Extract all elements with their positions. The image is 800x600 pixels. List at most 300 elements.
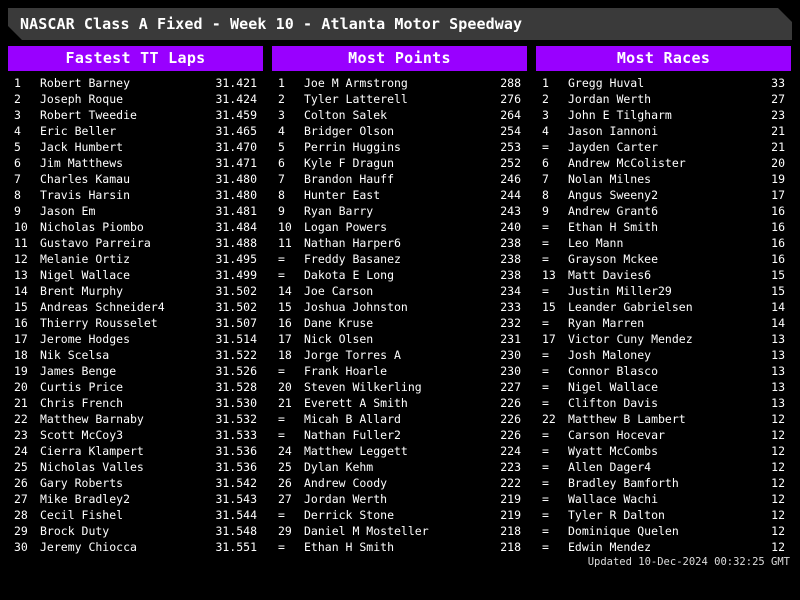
row-value: 12 <box>771 492 785 506</box>
list-item <box>8 363 263 379</box>
row-position: = <box>542 508 549 522</box>
list-most-points <box>272 71 527 555</box>
list-item <box>272 187 527 203</box>
list-item <box>272 75 527 91</box>
row-position: = <box>542 140 549 154</box>
row-value: 226 <box>500 412 521 426</box>
row-value: 31.488 <box>215 236 257 250</box>
row-position: = <box>542 428 549 442</box>
row-name: Micah B Allard <box>304 412 401 426</box>
panel-title-fastest-tt-laps: Fastest TT Laps <box>8 46 263 71</box>
row-name: Allen Dager4 <box>568 460 652 474</box>
row-position: 29 <box>278 524 292 538</box>
row-value: 13 <box>771 396 785 410</box>
list-item <box>272 459 527 475</box>
list-item <box>272 443 527 459</box>
row-position: 4 <box>542 124 549 138</box>
row-value: 31.532 <box>215 412 257 426</box>
row-name: Jordan Werth <box>304 492 388 506</box>
list-item <box>8 379 263 395</box>
row-value: 244 <box>500 188 521 202</box>
row-value: 15 <box>771 284 785 298</box>
row-position: 26 <box>14 476 28 490</box>
row-position: = <box>542 364 549 378</box>
row-name: Edwin Mendez <box>568 540 652 554</box>
list-item <box>272 251 527 267</box>
row-name: Steven Wilkerling <box>304 380 422 394</box>
row-name: Travis Harsin <box>40 188 131 202</box>
list-item <box>536 219 791 235</box>
list-item <box>272 475 527 491</box>
list-item <box>8 427 263 443</box>
list-item <box>8 539 263 555</box>
list-item <box>272 379 527 395</box>
row-value: 31.421 <box>215 76 257 90</box>
row-position: = <box>278 428 285 442</box>
row-position: = <box>542 220 549 234</box>
row-name: Cierra Klampert <box>40 444 144 458</box>
row-name: Joe M Armstrong <box>304 76 408 90</box>
row-name: Carson Hocevar <box>568 428 665 442</box>
list-item <box>272 507 527 523</box>
row-name: Andrew Coody <box>304 476 388 490</box>
row-position: = <box>278 268 285 282</box>
row-name: Jason Em <box>40 204 96 218</box>
row-name: John E Tilgharm <box>568 108 672 122</box>
row-position: = <box>542 492 549 506</box>
row-name: Brock Duty <box>40 524 110 538</box>
row-value: 15 <box>771 268 785 282</box>
list-item <box>536 123 791 139</box>
list-item <box>536 427 791 443</box>
row-position: 4 <box>278 124 285 138</box>
list-item <box>8 187 263 203</box>
list-item <box>8 91 263 107</box>
list-item <box>536 107 791 123</box>
list-item <box>536 523 791 539</box>
list-item <box>8 155 263 171</box>
row-position: = <box>542 460 549 474</box>
row-value: 240 <box>500 220 521 234</box>
row-value: 222 <box>500 476 521 490</box>
row-position: = <box>542 380 549 394</box>
list-item <box>8 491 263 507</box>
list-item <box>536 347 791 363</box>
list-item <box>272 267 527 283</box>
row-value: 16 <box>771 252 785 266</box>
row-value: 31.484 <box>215 220 257 234</box>
row-name: Chris French <box>40 396 124 410</box>
list-item <box>272 171 527 187</box>
list-item <box>272 155 527 171</box>
row-name: Curtis Price <box>40 380 124 394</box>
row-name: Bradley Bamforth <box>568 476 679 490</box>
row-position: 5 <box>14 140 21 154</box>
row-name: Jack Humbert <box>40 140 124 154</box>
list-item <box>8 267 263 283</box>
row-position: 19 <box>14 364 28 378</box>
row-value: 253 <box>500 140 521 154</box>
row-value: 13 <box>771 348 785 362</box>
row-name: Nolan Milnes <box>568 172 652 186</box>
row-position: = <box>542 540 549 554</box>
row-position: 2 <box>542 92 549 106</box>
row-position: 7 <box>278 172 285 186</box>
list-item <box>272 363 527 379</box>
row-name: Eric Beller <box>40 124 117 138</box>
row-name: Andrew Grant6 <box>568 204 659 218</box>
row-value: 243 <box>500 204 521 218</box>
row-position: = <box>542 396 549 410</box>
row-value: 31.528 <box>215 380 257 394</box>
list-item <box>272 491 527 507</box>
row-value: 233 <box>500 300 521 314</box>
row-value: 13 <box>771 380 785 394</box>
row-value: 31.548 <box>215 524 257 538</box>
row-position: 26 <box>278 476 292 490</box>
row-name: Matthew Barnaby <box>40 412 144 426</box>
row-value: 31.543 <box>215 492 257 506</box>
row-value: 21 <box>771 124 785 138</box>
row-name: Brent Murphy <box>40 284 124 298</box>
row-name: Connor Blasco <box>568 364 659 378</box>
row-position: 1 <box>14 76 21 90</box>
row-value: 31.471 <box>215 156 257 170</box>
row-value: 31.495 <box>215 252 257 266</box>
row-value: 234 <box>500 284 521 298</box>
row-name: Freddy Basanez <box>304 252 401 266</box>
list-item <box>8 203 263 219</box>
row-name: Ryan Barry <box>304 204 374 218</box>
row-position: 9 <box>542 204 549 218</box>
row-name: James Benge <box>40 364 117 378</box>
list-fastest-tt-laps <box>8 71 263 555</box>
row-value: 12 <box>771 444 785 458</box>
row-position: 16 <box>14 316 28 330</box>
panel-most-races <box>536 46 791 555</box>
row-name: Hunter East <box>304 188 381 202</box>
row-position: 18 <box>14 348 28 362</box>
row-position: 17 <box>14 332 28 346</box>
row-name: Daniel M Mosteller <box>304 524 429 538</box>
row-value: 288 <box>500 76 521 90</box>
row-position: = <box>542 524 549 538</box>
row-name: Dylan Kehm <box>304 460 374 474</box>
row-name: Mike Bradley2 <box>40 492 131 506</box>
row-value: 219 <box>500 492 521 506</box>
list-item <box>536 283 791 299</box>
row-value: 254 <box>500 124 521 138</box>
row-position: = <box>278 412 285 426</box>
row-name: Jason Iannoni <box>568 124 659 138</box>
list-item <box>536 139 791 155</box>
row-name: Matthew B Lambert <box>568 412 686 426</box>
row-value: 252 <box>500 156 521 170</box>
list-item <box>536 155 791 171</box>
row-position: 15 <box>278 300 292 314</box>
list-item <box>8 235 263 251</box>
list-item <box>8 299 263 315</box>
row-name: Robert Tweedie <box>40 108 137 122</box>
row-name: Dominique Quelen <box>568 524 679 538</box>
page-title: NASCAR Class A Fixed - Week 10 - Atlanta Motor Speedway <box>20 15 523 33</box>
row-position: 1 <box>278 76 285 90</box>
list-item <box>8 395 263 411</box>
list-item <box>536 203 791 219</box>
row-position: 22 <box>542 412 556 426</box>
row-name: Nigel Wallace <box>40 268 131 282</box>
list-item <box>536 491 791 507</box>
row-value: 31.459 <box>215 108 257 122</box>
row-value: 12 <box>771 476 785 490</box>
row-position: 2 <box>278 92 285 106</box>
row-name: Scott McCoy3 <box>40 428 124 442</box>
row-position: 8 <box>14 188 21 202</box>
row-name: Tyler R Dalton <box>568 508 665 522</box>
row-name: Grayson Mckee <box>568 252 659 266</box>
row-position: = <box>542 476 549 490</box>
row-position: = <box>278 540 285 554</box>
row-name: Matt Davies6 <box>568 268 652 282</box>
row-position: 16 <box>278 316 292 330</box>
row-position: 24 <box>14 444 28 458</box>
row-name: Logan Powers <box>304 220 388 234</box>
row-position: 27 <box>14 492 28 506</box>
row-value: 12 <box>771 524 785 538</box>
list-item <box>536 251 791 267</box>
row-position: 14 <box>278 284 292 298</box>
row-value: 226 <box>500 428 521 442</box>
row-position: 11 <box>278 236 292 250</box>
row-value: 238 <box>500 268 521 282</box>
row-value: 226 <box>500 396 521 410</box>
row-value: 17 <box>771 188 785 202</box>
row-position: 5 <box>278 140 285 154</box>
list-item <box>536 443 791 459</box>
list-item <box>272 411 527 427</box>
row-name: Cecil Fishel <box>40 508 124 522</box>
list-item <box>272 283 527 299</box>
row-position: 15 <box>14 300 28 314</box>
list-item <box>8 459 263 475</box>
row-name: Perrin Huggins <box>304 140 401 154</box>
row-name: Ryan Marren <box>568 316 645 330</box>
row-name: Nathan Harper6 <box>304 236 401 250</box>
list-item <box>8 523 263 539</box>
row-value: 31.470 <box>215 140 257 154</box>
row-name: Jerome Hodges <box>40 332 131 346</box>
list-item <box>8 315 263 331</box>
row-name: Joe Carson <box>304 284 374 298</box>
row-name: Clifton Davis <box>568 396 659 410</box>
row-position: 3 <box>542 108 549 122</box>
row-name: Jeremy Chiocca <box>40 540 137 554</box>
row-position: 29 <box>14 524 28 538</box>
row-position: = <box>278 508 285 522</box>
list-item <box>272 123 527 139</box>
row-position: 28 <box>14 508 28 522</box>
row-position: 1 <box>542 76 549 90</box>
row-position: 7 <box>542 172 549 186</box>
list-item <box>272 107 527 123</box>
row-value: 223 <box>500 460 521 474</box>
row-name: Frank Hoarle <box>304 364 388 378</box>
list-item <box>8 107 263 123</box>
row-value: 12 <box>771 412 785 426</box>
row-name: Jorge Torres A <box>304 348 401 362</box>
list-item <box>272 539 527 555</box>
row-position: 3 <box>278 108 285 122</box>
row-name: Josh Maloney <box>568 348 652 362</box>
row-value: 27 <box>771 92 785 106</box>
row-value: 20 <box>771 156 785 170</box>
row-position: 9 <box>14 204 21 218</box>
row-position: 7 <box>14 172 21 186</box>
list-item <box>8 331 263 347</box>
row-name: Angus Sweeny2 <box>568 188 659 202</box>
row-value: 13 <box>771 364 785 378</box>
list-item <box>8 139 263 155</box>
row-value: 31.522 <box>215 348 257 362</box>
list-item <box>8 75 263 91</box>
row-position: 8 <box>278 188 285 202</box>
list-item <box>8 475 263 491</box>
row-position: 3 <box>14 108 21 122</box>
row-value: 12 <box>771 428 785 442</box>
row-position: 14 <box>14 284 28 298</box>
list-item <box>272 395 527 411</box>
row-name: Andreas Schneider4 <box>40 300 165 314</box>
row-position: 30 <box>14 540 28 554</box>
list-item <box>272 347 527 363</box>
list-item <box>8 123 263 139</box>
list-item <box>8 283 263 299</box>
row-position: 18 <box>278 348 292 362</box>
list-item <box>536 267 791 283</box>
row-value: 238 <box>500 236 521 250</box>
row-position: 6 <box>542 156 549 170</box>
row-name: Joshua Johnston <box>304 300 408 314</box>
row-name: Robert Barney <box>40 76 131 90</box>
row-value: 23 <box>771 108 785 122</box>
list-item <box>536 299 791 315</box>
list-item <box>8 347 263 363</box>
row-name: Dakota E Long <box>304 268 395 282</box>
row-position: 8 <box>542 188 549 202</box>
row-name: Brandon Hauff <box>304 172 395 186</box>
row-name: Gregg Huval <box>568 76 645 90</box>
list-item <box>8 219 263 235</box>
row-name: Gustavo Parreira <box>40 236 151 250</box>
row-name: Joseph Roque <box>40 92 124 106</box>
panel-title-most-points: Most Points <box>272 46 527 71</box>
row-name: Wallace Wachi <box>568 492 659 506</box>
row-position: 20 <box>278 380 292 394</box>
row-name: Nick Olsen <box>304 332 374 346</box>
row-value: 31.530 <box>215 396 257 410</box>
panel-title-most-races: Most Races <box>536 46 791 71</box>
row-name: Nik Scelsa <box>40 348 110 362</box>
row-name: Colton Salek <box>304 108 388 122</box>
list-item <box>272 139 527 155</box>
row-position: 21 <box>14 396 28 410</box>
row-position: 13 <box>542 268 556 282</box>
row-position: 23 <box>14 428 28 442</box>
row-position: 6 <box>278 156 285 170</box>
row-name: Nigel Wallace <box>568 380 659 394</box>
row-name: Gary Roberts <box>40 476 124 490</box>
list-item <box>8 171 263 187</box>
row-value: 246 <box>500 172 521 186</box>
row-value: 31.536 <box>215 444 257 458</box>
row-position: 25 <box>14 460 28 474</box>
list-item <box>536 75 791 91</box>
list-item <box>272 203 527 219</box>
row-value: 218 <box>500 524 521 538</box>
row-value: 14 <box>771 316 785 330</box>
panel-most-points <box>272 46 527 555</box>
row-name: Melanie Ortiz <box>40 252 131 266</box>
row-value: 19 <box>771 172 785 186</box>
row-position: 24 <box>278 444 292 458</box>
row-value: 224 <box>500 444 521 458</box>
row-position: 15 <box>542 300 556 314</box>
row-value: 31.544 <box>215 508 257 522</box>
row-value: 14 <box>771 300 785 314</box>
list-item <box>536 459 791 475</box>
row-value: 31.465 <box>215 124 257 138</box>
row-value: 31.424 <box>215 92 257 106</box>
row-value: 276 <box>500 92 521 106</box>
row-value: 31.533 <box>215 428 257 442</box>
row-position: 2 <box>14 92 21 106</box>
row-value: 218 <box>500 540 521 554</box>
list-item <box>536 507 791 523</box>
row-name: Ethan H Smith <box>568 220 659 234</box>
row-value: 16 <box>771 220 785 234</box>
list-item <box>536 363 791 379</box>
row-position: = <box>278 364 285 378</box>
row-value: 227 <box>500 380 521 394</box>
row-value: 16 <box>771 204 785 218</box>
row-value: 31.536 <box>215 460 257 474</box>
row-name: Jordan Werth <box>568 92 652 106</box>
list-most-races <box>536 71 791 555</box>
list-item <box>272 331 527 347</box>
row-position: 12 <box>14 252 28 266</box>
row-position: = <box>542 284 549 298</box>
row-value: 230 <box>500 348 521 362</box>
list-item <box>272 91 527 107</box>
row-position: 22 <box>14 412 28 426</box>
list-item <box>8 251 263 267</box>
row-value: 232 <box>500 316 521 330</box>
row-value: 31.551 <box>215 540 257 554</box>
row-name: Matthew Leggett <box>304 444 408 458</box>
row-position: 4 <box>14 124 21 138</box>
list-item <box>536 475 791 491</box>
title-bar <box>8 8 792 40</box>
row-value: 231 <box>500 332 521 346</box>
row-position: 17 <box>278 332 292 346</box>
list-item <box>536 187 791 203</box>
row-name: Andrew McColister <box>568 156 686 170</box>
list-item <box>536 171 791 187</box>
list-item <box>272 523 527 539</box>
list-item <box>272 235 527 251</box>
row-value: 31.507 <box>215 316 257 330</box>
row-name: Wyatt McCombs <box>568 444 659 458</box>
